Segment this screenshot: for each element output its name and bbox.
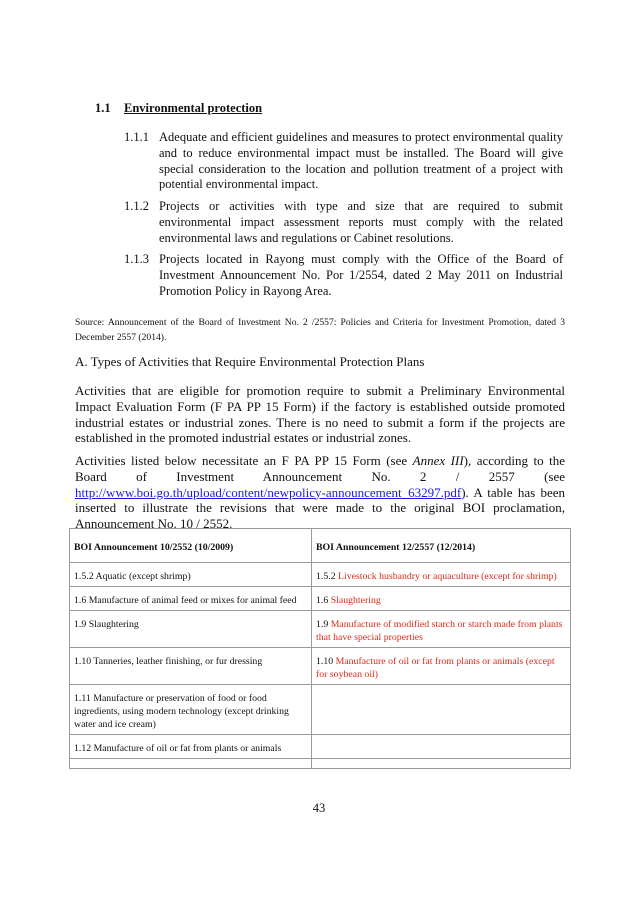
new-announcement-cell bbox=[312, 685, 571, 735]
old-announcement-cell: 1.12 Manufacture of oil or fat from plants or animals bbox=[70, 735, 312, 759]
new-announcement-cell bbox=[312, 759, 571, 769]
table-row bbox=[70, 735, 571, 759]
item-number: 1.1.1 bbox=[124, 130, 149, 144]
annex-reference: Annex III bbox=[412, 453, 464, 468]
source-note: Source: Announcement of the Board of Investment No. 2 /2557: Policies and Criteria for Investment Promotion, dated 3 December 2557 (2014). bbox=[75, 317, 565, 343]
old-announcement-cell: 1.10 Tanneries, leather finishing, or fur dressing bbox=[70, 648, 312, 685]
item-text: Projects located in Rayong must comply with the Office of the Board of Investment Announcement No. Por 1/2554, dated 2 May 2011 on Industrial Promotion Policy in Rayong Area. bbox=[159, 252, 563, 298]
clause-number: 1.6 bbox=[316, 595, 331, 606]
revised-text: Manufacture of modified starch or starch made from plants that have special properties bbox=[316, 619, 563, 643]
section-heading: A. Types of Activities that Require Environmental Protection Plans bbox=[75, 354, 425, 369]
table-row bbox=[70, 648, 571, 685]
new-announcement-cell bbox=[312, 587, 571, 611]
table-row bbox=[70, 685, 571, 735]
revised-text: Slaughtering bbox=[330, 595, 381, 606]
clause-number: 1.10 bbox=[316, 656, 336, 667]
old-announcement-cell: 1.6 Manufacture of animal feed or mixes for animal feed bbox=[70, 587, 312, 611]
section-number: 1.1 bbox=[95, 101, 111, 115]
item-text: Adequate and efficient guidelines and measures to protect environmental quality and to reduce environmental impact must be installed. The Board will give special consideration to the location and pollution treatment of a project with potential environmental impact. bbox=[159, 130, 563, 192]
table-row bbox=[70, 587, 571, 611]
table-header-row bbox=[70, 529, 571, 563]
item-number: 1.1.2 bbox=[124, 199, 149, 213]
paragraph-with-link bbox=[75, 453, 565, 532]
revised-text: Livestock husbandry or aquaculture (except for shrimp) bbox=[338, 571, 557, 582]
new-announcement-cell bbox=[312, 563, 571, 587]
table-row bbox=[70, 563, 571, 587]
old-announcement-cell: 1.9 Slaughtering bbox=[70, 611, 312, 648]
table-row bbox=[70, 611, 571, 648]
revision-comparison-table bbox=[69, 528, 571, 769]
boi-announcement-link[interactable]: http://www.boi.go.th/upload/content/newpolicy-announcement_63297.pdf bbox=[75, 484, 462, 500]
item-text: Projects or activities with type and size that are required to submit environmental impact assessment reports must comply with the related environmental laws and regulations or Cabinet resolutions. bbox=[159, 199, 563, 245]
section-title: Environmental protection bbox=[124, 101, 263, 115]
paragraph: Activities that are eligible for promotion require to submit a Preliminary Environmental Impact Evaluation Form (F PA PP 15 Form) if the factory is established outside promoted industrial estates or industrial zones. There is no need to submit a form if the projects are established in the promoted industrial estates or industrial zones. bbox=[75, 383, 565, 446]
clause-number: 1.5.2 bbox=[316, 571, 339, 582]
new-announcement-cell bbox=[312, 648, 571, 685]
column-header: BOI Announcement 10/2552 (10/2009) bbox=[70, 529, 312, 563]
table-row-empty bbox=[70, 759, 571, 769]
paragraph-text: ), according to the Board of Investment Announcement No. 2 / 2557 (see bbox=[75, 453, 566, 484]
old-announcement-cell bbox=[70, 759, 312, 769]
paragraph-text: ). A table has been inserted to illustrate the revisions that were made to the original BOI proclamation, Announcement No. 10 / 2552. bbox=[75, 484, 565, 532]
old-announcement-cell: 1.5.2 Aquatic (except shrimp) bbox=[70, 563, 312, 587]
clause-number: 1.9 bbox=[316, 619, 331, 630]
new-announcement-cell bbox=[312, 611, 571, 648]
revised-text: Manufacture of oil or fat from plants or animals (except for soybean oil) bbox=[316, 656, 555, 680]
item-number: 1.1.3 bbox=[124, 252, 149, 266]
column-header: BOI Announcement 12/2557 (12/2014) bbox=[312, 529, 571, 563]
page-number: 43 bbox=[312, 801, 326, 815]
old-announcement-cell: 1.11 Manufacture or preservation of food or food ingredients, using modern technology (except drinking water and ice cream) bbox=[70, 685, 312, 735]
new-announcement-cell bbox=[312, 735, 571, 759]
paragraph-text: Activities listed below necessitate an F PA PP 15 Form (see bbox=[75, 453, 413, 468]
